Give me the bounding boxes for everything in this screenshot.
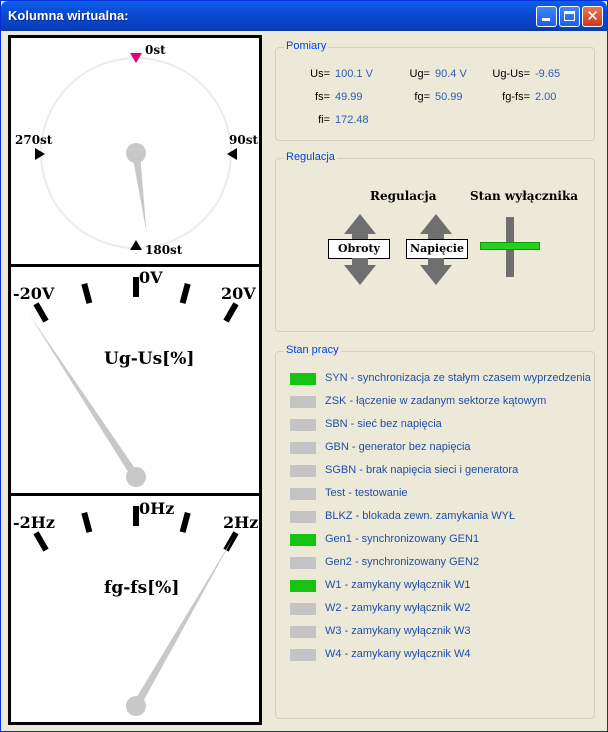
ug-value: 90.4 V [435,68,467,80]
ug-label: Ug= [409,68,430,80]
status-text: Test - testowanie [325,487,408,499]
ugus-value: -9.65 [535,68,561,80]
status-text: ZSK - łączenie w zadanym sektorze kątowym [325,395,547,407]
phase-synchroscope [11,38,259,264]
left-marker-icon [35,148,45,160]
breaker-state-heading: Stan wyłącznika [470,189,579,203]
scale-tick [81,512,92,533]
status-led-icon [290,442,316,454]
needle-pointer [29,314,139,479]
us-label: Us= [310,68,330,80]
fg-value: 50.99 [435,91,463,103]
regulation-group [275,151,595,332]
measurements-title: Pomiary [286,40,327,52]
scale-tick [81,283,92,304]
speed-regulation-control[interactable] [328,214,392,284]
breaker-bar-icon [480,242,540,250]
label-20v: 20V [221,284,256,303]
title-bar[interactable] [1,1,607,31]
fi-value: 172.48 [335,114,369,126]
status-text: Gen2 - synchronizowany GEN2 [325,556,480,568]
status-led-icon [290,396,316,408]
label-minus-2hz: -2Hz [13,513,55,532]
status-text: SBN - sieć bez napięcia [325,418,442,430]
voltage-difference-gauge [11,267,259,493]
status-text: GBN - generator bez napięcia [325,441,471,453]
needle-hub [126,696,146,716]
status-led-icon [290,649,316,661]
label-2hz: 2Hz [223,513,259,532]
instrument-column [8,35,262,725]
fg-label: fg= [414,91,430,103]
phase-needle [126,143,146,232]
status-led-icon [290,465,316,477]
window-title: Kolumna wirtualna: [8,8,129,23]
status-led-icon [290,373,316,385]
maximize-button[interactable] [559,6,580,27]
scale-tick [223,302,238,322]
needle-pointer [133,537,234,708]
speed-down-arrow-icon[interactable] [344,265,376,285]
regulation-heading: Regulacja [370,189,437,203]
voltage-regulation-control[interactable] [404,214,468,284]
label-270st: 270st [15,133,53,147]
voltage-needle [29,314,146,487]
status-title: Stan pracy [286,344,339,356]
measurements-group [275,40,595,141]
speed-up-arrow-icon[interactable] [344,214,376,234]
ugus-label: Ug-Us= [492,68,530,80]
status-text: W2 - zamykany wyłącznik W2 [325,602,471,614]
fs-value: 49.99 [335,91,363,103]
status-group [275,344,595,719]
status-led-icon [290,557,316,569]
fgfs-value: 2.00 [535,91,557,103]
frequency-needle [126,537,234,716]
label-0v: 0V [139,268,163,287]
fs-label: fs= [315,91,330,103]
status-led-icon [290,534,316,546]
bottom-marker-icon [130,240,142,250]
scale-tick [180,512,191,533]
status-led-icon [290,511,316,523]
status-led-icon [290,626,316,638]
frequency-gauge-caption: fg-fs[%] [104,578,180,598]
status-led-icon [290,580,316,592]
status-text: SYN - synchronizacja ze stałym czasem wyprzedzenia [325,372,591,384]
status-text: W4 - zamykany wyłącznik W4 [325,648,471,660]
fgfs-label: fg-fs= [502,91,530,103]
label-180st: 180st [145,243,183,257]
right-marker-icon [227,148,237,160]
label-0st: 0st [145,43,166,57]
status-text: Gen1 - synchronizowany GEN1 [325,533,480,545]
scale-tick [33,531,48,551]
scale-tick [33,302,48,322]
maximize-icon [564,11,575,21]
close-icon: ✕ [586,7,599,25]
scale-tick [180,283,191,304]
status-text: SGBN - brak napięcia sieci i generatora [325,464,519,476]
status-text: W3 - zamykany wyłącznik W3 [325,625,471,637]
needle-hub [126,143,146,163]
label-90st: 90st [229,133,258,147]
status-text: BLKZ - blokada zewn. zamykania WYŁ [325,510,516,522]
us-value: 100.1 V [335,68,373,80]
status-led-icon [290,603,316,615]
frequency-difference-gauge [11,496,259,722]
voltage-gauge-caption: Ug-Us[%] [104,349,195,369]
speed-button-label[interactable]: Obroty [328,239,390,259]
regulation-title: Regulacja [286,151,335,163]
voltage-button-label[interactable]: Napięcie [406,239,468,259]
minimize-icon [542,18,550,21]
needle-pointer [132,152,146,232]
voltage-down-arrow-icon[interactable] [420,265,452,285]
status-led-icon [290,419,316,431]
status-text: W1 - zamykany wyłącznik W1 [325,579,471,591]
status-led-icon [290,488,316,500]
label-minus-20v: -20V [13,284,55,303]
label-0hz: 0Hz [139,499,175,518]
minimize-button[interactable] [536,6,557,27]
needle-hub [126,467,146,487]
close-button[interactable] [582,6,603,27]
voltage-up-arrow-icon[interactable] [420,214,452,234]
fi-label: fi= [318,114,330,126]
